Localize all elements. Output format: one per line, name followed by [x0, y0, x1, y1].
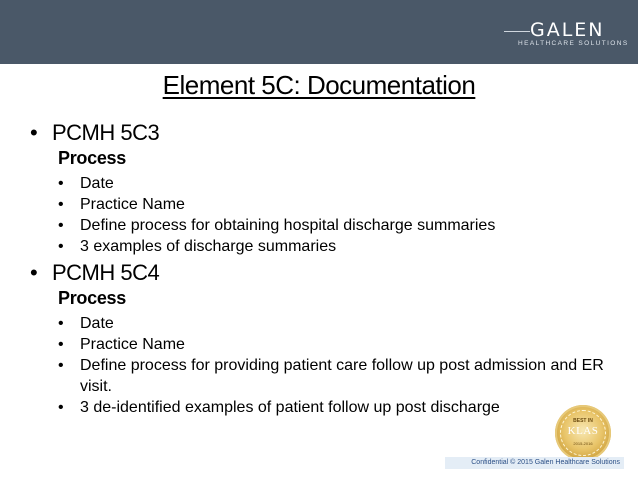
list-item: • Define process for providing patient care follow up post admission and ER visit. — [58, 355, 620, 397]
bullet-icon: • — [30, 260, 38, 285]
logo-swoosh-icon — [504, 31, 530, 32]
list-item: • Practice Name — [58, 334, 620, 355]
section-title-5c3 — [30, 120, 159, 146]
list-item: • Practice Name — [58, 194, 620, 215]
slide-title: Element 5C: Documentation — [162, 70, 476, 100]
logo-wordmark: GALEN — [530, 19, 605, 41]
badge-top-text: BEST IN — [573, 418, 593, 424]
section-subhead: Process — [58, 148, 126, 168]
badge-main-text: KLAS — [567, 425, 599, 437]
list-item: • 3 examples of discharge summaries — [58, 236, 620, 257]
section-title-5c4 — [30, 260, 159, 286]
best-in-klas-badge — [555, 405, 611, 461]
section-title-text: PCMH 5C4 — [52, 260, 160, 285]
section-subhead: Process — [58, 288, 126, 308]
list-item: • Define process for obtaining hospital discharge summaries — [58, 215, 620, 236]
badge-year-text: 2015-2016 — [573, 441, 593, 446]
logo-tagline: HEALTHCARE SOLUTIONS — [518, 40, 629, 47]
list-item: • Date — [58, 313, 620, 334]
list-item: • Date — [58, 173, 620, 194]
bullet-icon: • — [30, 120, 38, 145]
section-title-text: PCMH 5C3 — [52, 120, 160, 145]
footer-confidential: Confidential © 2015 Galen Healthcare Solutions — [445, 457, 624, 469]
section-list-5c4 — [58, 313, 620, 418]
header-bar — [0, 0, 638, 64]
list-item: • 3 de-identified examples of patient follow up post discharge — [58, 397, 620, 418]
galen-logo — [500, 18, 629, 48]
section-list-5c3 — [58, 173, 620, 257]
